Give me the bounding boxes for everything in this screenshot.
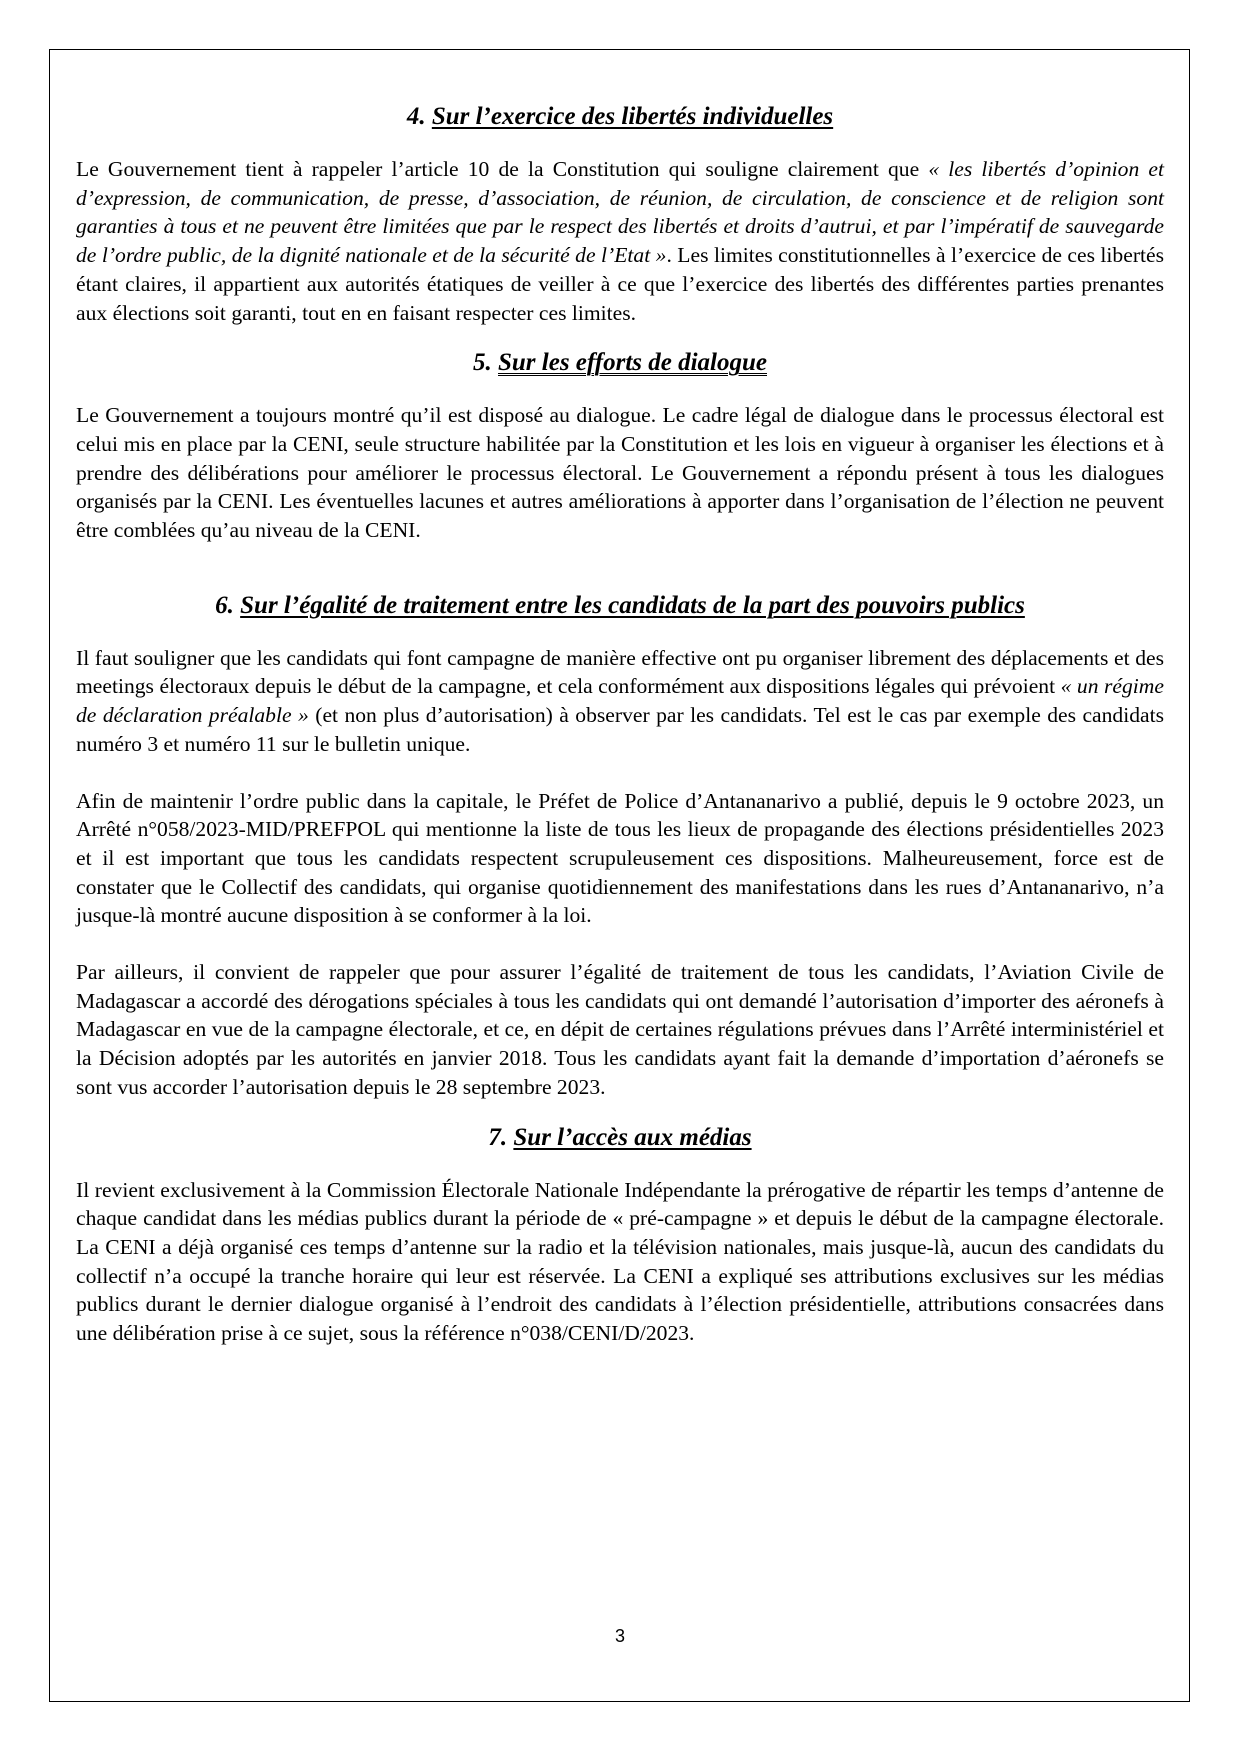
paragraph-text: . Les limites constitutionnelles à l’exercice de ces libertés étant claires, il appartient aux autorités étatiques de veiller à ce que l’exercice des libertés des différentes parties prenantes aux élections soit garanti, tout en en faisant respecter ces limites. xyxy=(76,243,1164,325)
section-number: 6. xyxy=(215,591,234,619)
legal-quote: « un régime de déclaration préalable » xyxy=(76,674,1164,728)
section-heading-5 xyxy=(76,346,1164,380)
section-heading-7 xyxy=(76,1121,1164,1155)
section-number: 5. xyxy=(473,349,492,377)
paragraph xyxy=(76,644,1164,759)
paragraph-text: Il faut souligner que les candidats qui font campagne de manière effective ont pu organiser librement des déplacements et des meetings électoraux depuis le début de la campagne, et cela conformément aux dispositions légales qui prévoient xyxy=(76,645,1164,699)
page-number: 3 xyxy=(614,1626,625,1646)
section-heading-4 xyxy=(76,100,1164,134)
section-number: 7. xyxy=(488,1123,508,1151)
section-title: Sur les efforts de dialogue xyxy=(498,349,767,377)
paragraph xyxy=(76,155,1164,327)
document-body xyxy=(76,100,1164,1348)
section-title: Sur l’égalité de traitement entre les candidats de la part des pouvoirs publics xyxy=(240,591,1025,619)
paragraph: Par ailleurs, il convient de rappeler que pour assurer l’égalité de traitement de tous les candidats, l’Aviation Civile de Madagascar a accordé des dérogations spéciales à tous les candidats qui ont demandé l’autorisation d’importer des aéronefs à Madagascar en vue de la campagne électorale, et ce, en dépit de certaines régulations prévues dans l’Arrêté interministériel et la Décision adoptés par les autorités en janvier 2018. Tous les candidats ayant fait la demande d’importation d’aéronefs se sont vus accorder l’autorisation depuis le 28 septembre 2023. xyxy=(76,960,1164,1099)
paragraph-text: Le Gouvernement tient à rappeler l’article 10 de la Constitution qui souligne clairement que xyxy=(76,157,929,181)
section-title: Sur l’exercice des libertés individuelles xyxy=(431,103,834,130)
paragraph: Afin de maintenir l’ordre public dans la capitale, le Préfet de Police d’Antananarivo a publié, depuis le 9 octobre 2023, un Arrêté n°058/2023-MID/PREFPOL qui mentionne la liste de tous les lieux de propagande des élections présidentielles 2023 et il est important que tous les candidats respectent scrupuleusement ces dispositions. Malheureusement, force est de constater que le Collectif des candidats, qui organise quotidiennement des manifestations dans les rues d’Antananarivo, n’a jusque-là montré aucune disposition à se conformer à la loi. xyxy=(76,788,1164,928)
section-title: Sur l’accès aux médias xyxy=(513,1123,752,1151)
paragraph-text: (et non plus d’autorisation) à observer par les candidats. Tel est le cas par exemple des candidats numéro 3 et numéro 11 sur le bulletin unique. xyxy=(76,703,1165,756)
paragraph: Le Gouvernement a toujours montré qu’il est disposé au dialogue. Le cadre légal de dialogue dans le processus électoral est celui mis en place par la CENI, seule structure habilitée par la Constitution et les lois en vigueur à organiser les élections et à prendre des délibérations pour améliorer le processus électoral. Le Gouvernement a répondu présent à tous les dialogues organisés par la CENI. Les éventuelles lacunes et autres améliorations à apporter dans l’organisation de l’élection ne peuvent être comblées qu’au niveau de la CENI. xyxy=(76,403,1164,543)
paragraph: Il revient exclusivement à la Commission Électorale Nationale Indépendante la prérogative de répartir les temps d’antenne de chaque candidat dans les médias publics durant la période de « pré-campagne » et depuis le début de la campagne électorale. La CENI a déjà organisé ces temps d’antenne sur la radio et la télévision nationales, mais jusque-là, aucun des candidats du collectif n’a occupé la tranche horaire qui leur est réservée. La CENI a expliqué ses attributions exclusives sur les médias publics durant le dernier dialogue organisé à l’endroit des candidats à l’élection présidentielle, attributions consacrées dans une délibération prise à ce sujet, sous la référence n°038/CENI/D/2023. xyxy=(76,1177,1164,1346)
section-heading-6 xyxy=(76,589,1164,623)
constitution-quote: « les libertés d’opinion et d’expression, de communication, de presse, d’association, de réunion, de circulation, de conscience et de religion sont garanties à tous et ne peuvent être limitées que par le respect des libertés et droits d’autrui, et par l’impératif de sauvegarde de l’ordre public, de la dignité nationale et de la sécurité de l’Etat » xyxy=(76,157,1164,268)
section-number: 4. xyxy=(406,103,426,130)
